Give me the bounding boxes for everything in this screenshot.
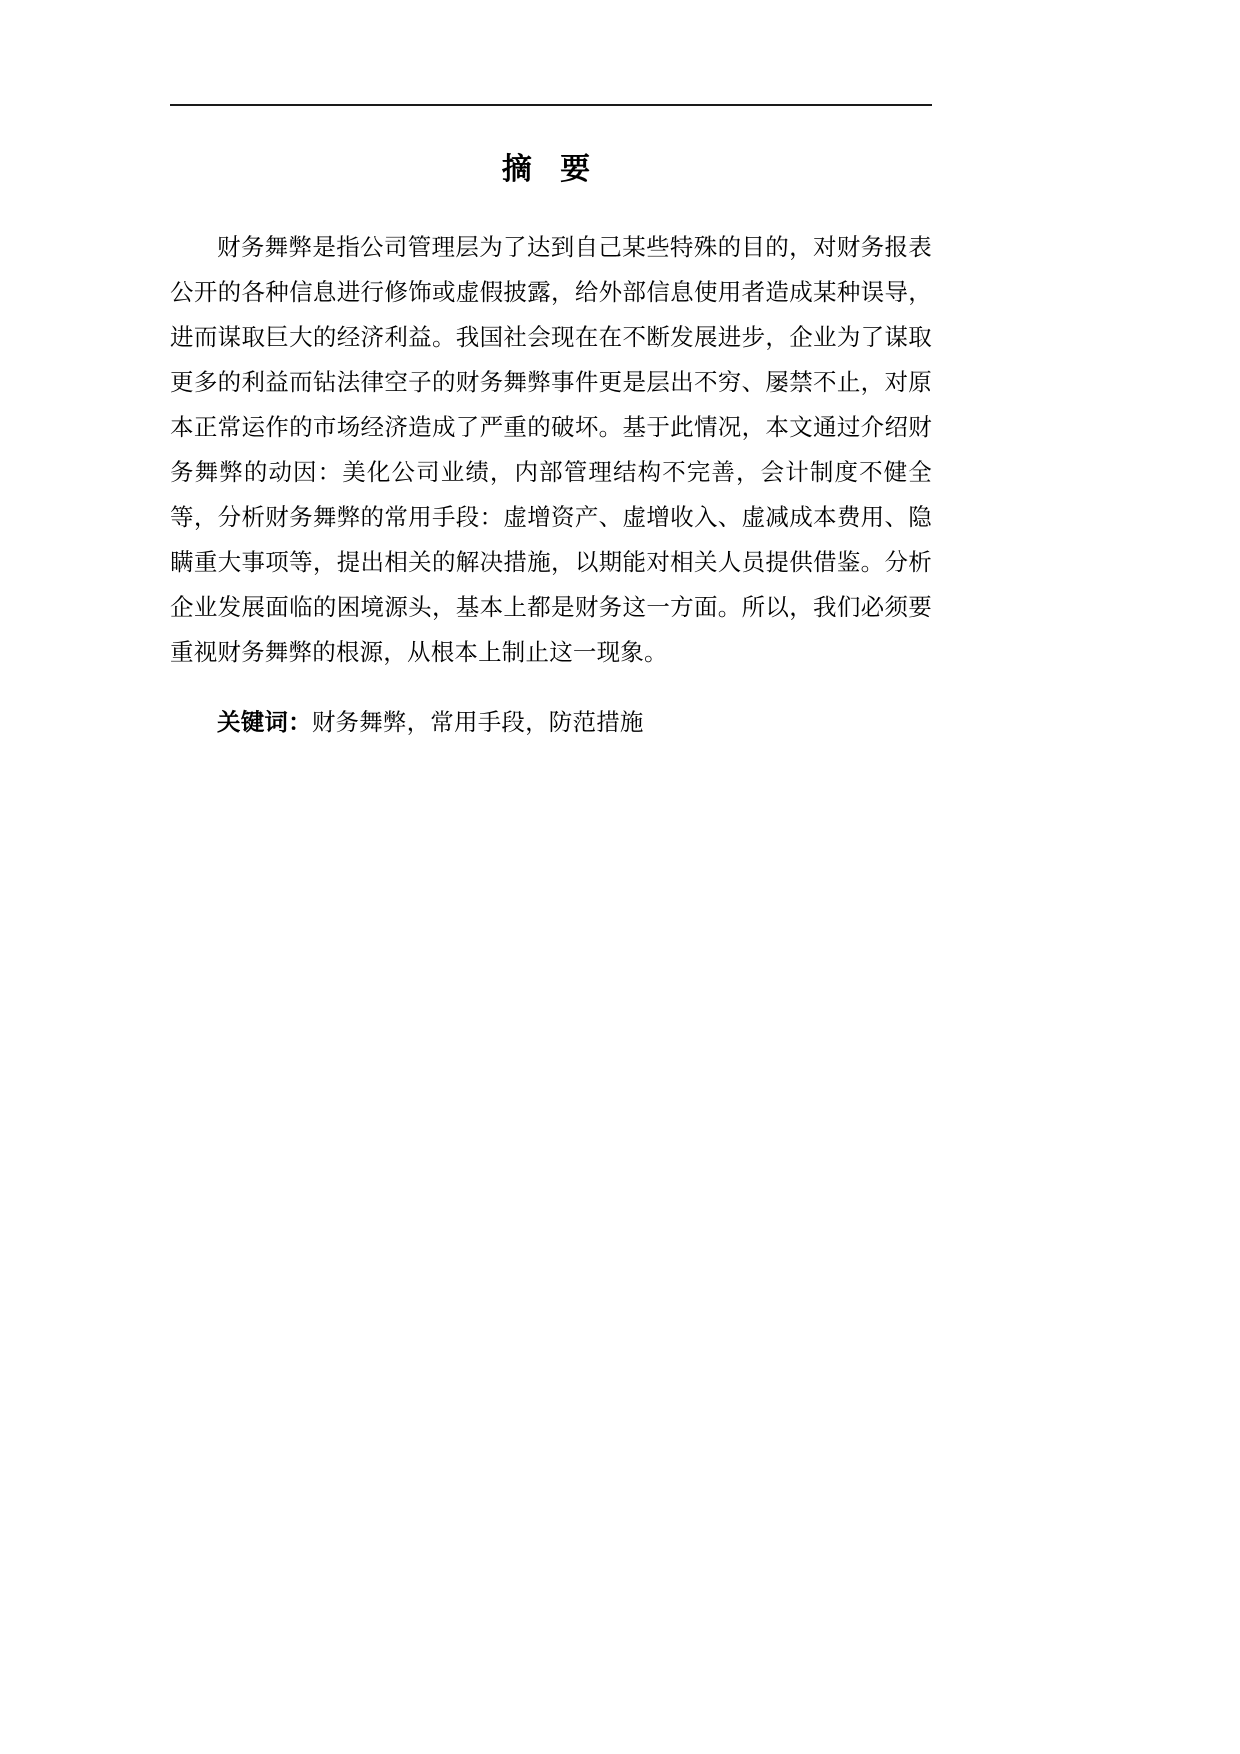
- page-title: 摘 要: [501, 153, 601, 186]
- abstract-paragraph: 财务舞弊是指公司管理层为了达到自己某些特殊的目的，对财务报表公开的各种信息进行修饰或虚假披露，给外部信息使用者造成某种误导，进而谋取巨大的经济利益。我国社会现在在不断发展进步，企业为了谋取更多的利益而钻法律空子的财务舞弊事件更是层出不穷、屡禁不止，对原本正常运作的市场经济造成了严重的破坏。基于此情况，本文通过介绍财务舞弊的动因：美化公司业绩，内部管理结构不完善，会计制度不健全等，分析财务舞弊的常用手段：虚增资产、虚增收入、虚减成本费用、隐瞒重大事项等，提出相关的解决措施，以期能对相关人员提供借鉴。分析企业发展面临的困境源头，基本上都是财务这一方面。所以，我们必须要重视财务舞弊的根源，从根本上制止这一现象。: [170, 235, 932, 666]
- keywords-label: 关键词：: [217, 708, 312, 735]
- keywords-line: [170, 700, 932, 746]
- keywords-value: 财务舞弊，常用手段，防范措施: [311, 709, 644, 736]
- header-divider: [170, 104, 932, 106]
- page-content: [170, 104, 932, 769]
